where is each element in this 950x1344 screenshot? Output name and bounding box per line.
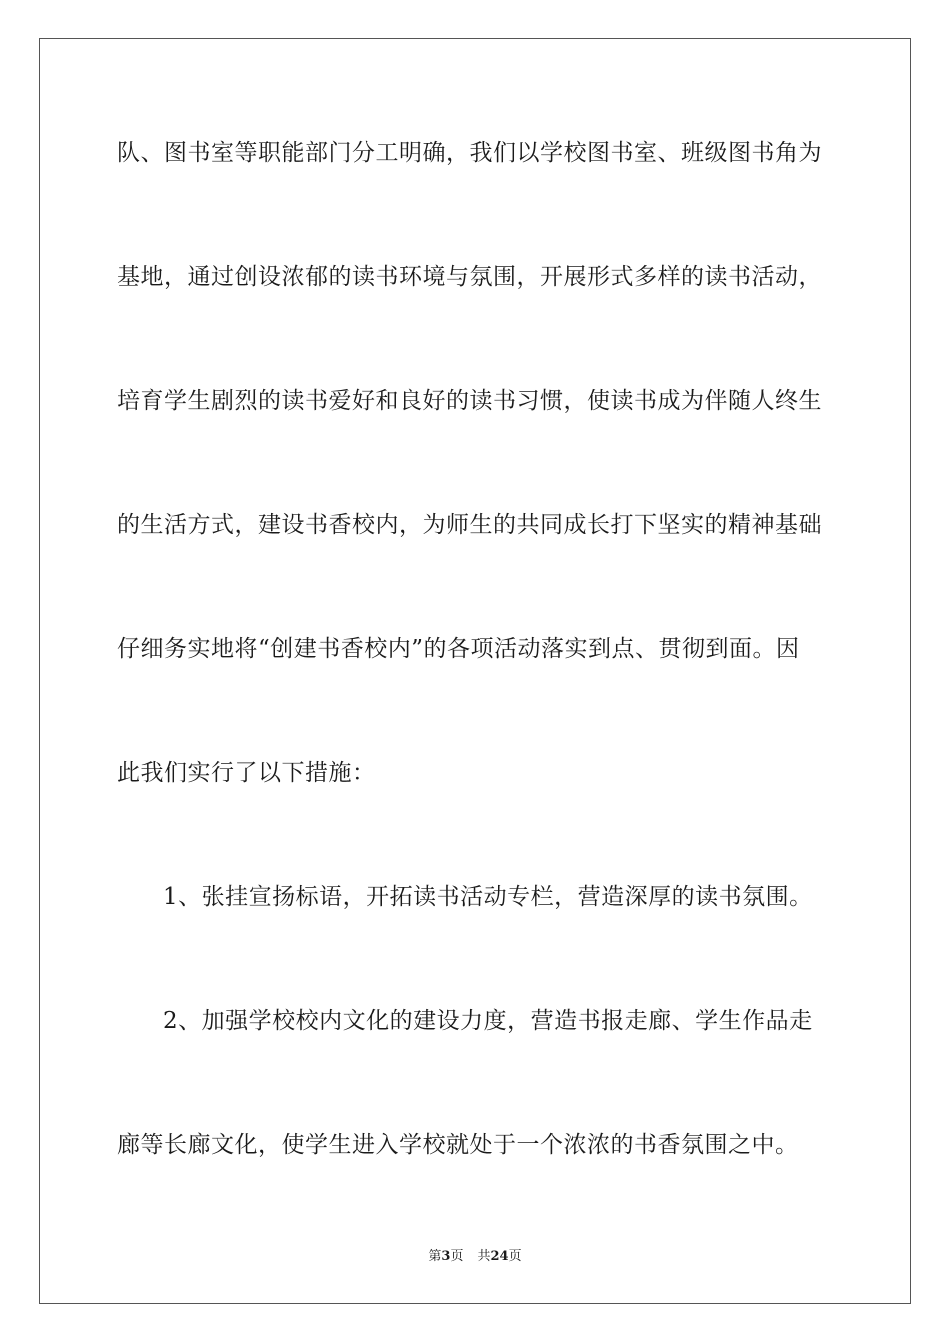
body-line-3: 培育学生剧烈的读书爱好和良好的读书习惯，使读书成为伴随人终生 (117, 388, 822, 414)
footer-page-suffix: 页 (450, 1249, 464, 1264)
footer-total-prefix: 共 (477, 1249, 491, 1264)
list-item-1: 1、张挂宣扬标语，开拓读书活动专栏，营造深厚的读书氛围。 (163, 884, 813, 910)
body-line-6: 此我们实行了以下措施： (117, 760, 376, 786)
body-line-2: 基地，通过创设浓郁的读书环境与氛围，开展形式多样的读书活动， (117, 264, 822, 290)
body-line-1: 队、图书室等职能部门分工明确，我们以学校图书室、班级图书角为 (117, 140, 822, 166)
page-footer (0, 1248, 950, 1266)
footer-current-page: 3 (441, 1249, 451, 1264)
body-line-4: 的生活方式，建设书香校内，为师生的共同成长打下坚实的精神基础 (117, 512, 822, 538)
list-item-2: 2、加强学校校内文化的建设力度，营造书报走廊、学生作品走 (163, 1008, 813, 1034)
body-line-5: 仔细务实地将“创建书香校内”的各项活动落实到点、贯彻到面。因 (117, 636, 800, 662)
list-item-2-continued: 廊等长廊文化，使学生进入学校就处于一个浓浓的书香氛围之中。 (117, 1132, 799, 1158)
footer-total-suffix: 页 (508, 1249, 522, 1264)
footer-total-pages: 24 (490, 1249, 509, 1264)
page-frame (39, 38, 911, 1304)
footer-page-prefix: 第 (428, 1249, 442, 1264)
